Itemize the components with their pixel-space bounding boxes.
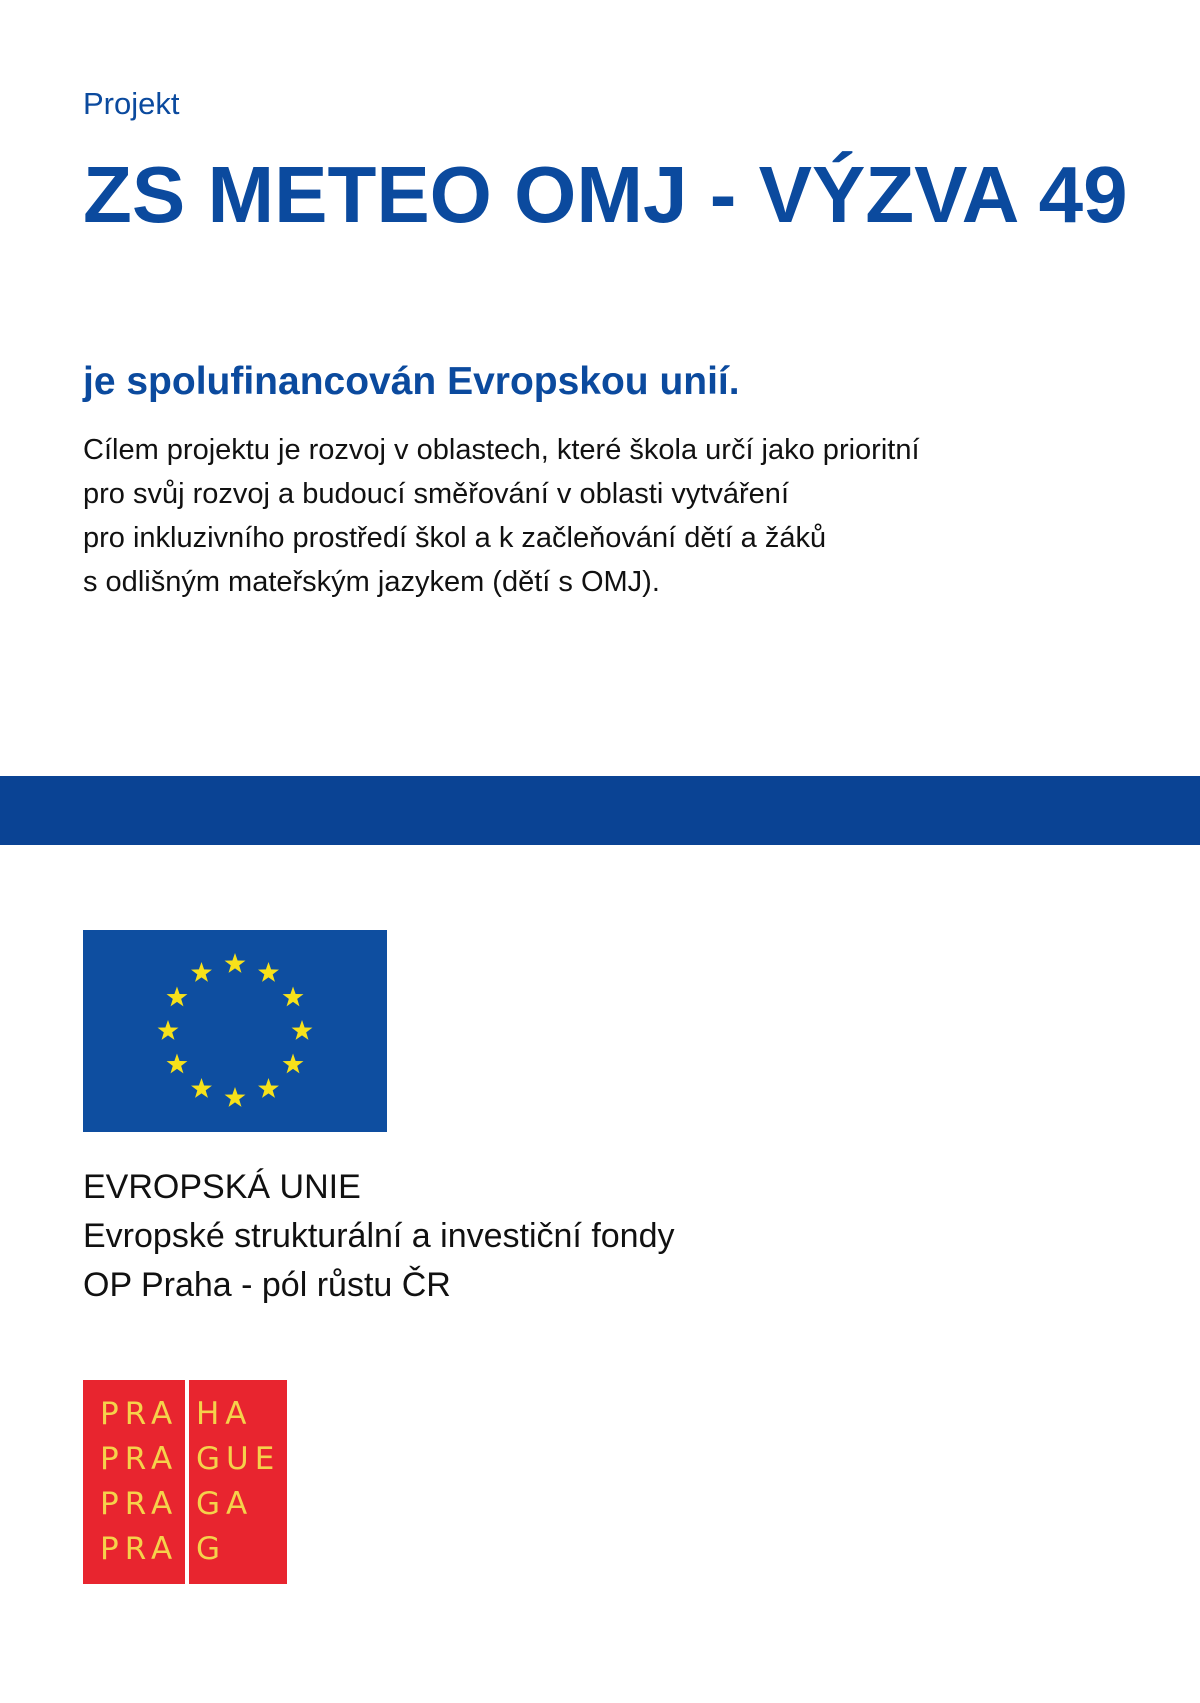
- logo-text-left: PRA: [100, 1531, 179, 1567]
- eu-funding-text: [83, 1163, 675, 1310]
- description-line: pro inkluzivního prostředí škol a k začleňování dětí a žáků: [83, 522, 827, 554]
- logo-text-right: HA: [196, 1396, 253, 1432]
- logo-text-right: GA: [196, 1486, 254, 1522]
- star-icon: [158, 1020, 179, 1040]
- logo-text-right: GUE: [196, 1441, 281, 1477]
- star-icon: [258, 1078, 279, 1098]
- eu-union-name: EVROPSKÁ UNIE: [83, 1168, 361, 1206]
- star-icon: [225, 953, 246, 973]
- star-icon: [283, 987, 304, 1007]
- star-icon: [283, 1054, 304, 1074]
- eu-flag-icon: [83, 930, 387, 1132]
- logo-text-left: PRA: [100, 1441, 179, 1477]
- star-icon: [191, 962, 212, 982]
- star-icon: [292, 1020, 313, 1040]
- page-subtitle: je spolufinancován Evropskou unií.: [83, 360, 740, 403]
- logo-row: [83, 1531, 287, 1575]
- eu-stars: [83, 930, 387, 1132]
- blue-band: [0, 776, 1200, 845]
- description-line: s odlišným mateřským jazykem (dětí s OMJ).: [83, 566, 660, 598]
- description-line: pro svůj rozvoj a budoucí směřování v oblasti vytváření: [83, 478, 789, 510]
- star-icon: [167, 987, 188, 1007]
- praha-logo: [83, 1380, 287, 1584]
- logo-row: [83, 1396, 287, 1440]
- op-praha-name: OP Praha - pól růstu ČR: [83, 1266, 451, 1304]
- page-title: ZS METEO OMJ - VÝZVA 49: [83, 150, 1128, 239]
- logo-row: [83, 1441, 287, 1485]
- star-icon: [258, 962, 279, 982]
- star-icon: [167, 1054, 188, 1074]
- star-icon: [191, 1078, 212, 1098]
- description-line: Cílem projektu je rozvoj v oblastech, které škola určí jako prioritní: [83, 434, 920, 466]
- eu-funds-name: Evropské strukturální a investiční fondy: [83, 1217, 675, 1255]
- logo-text-left: PRA: [100, 1396, 179, 1432]
- project-label: Projekt: [83, 86, 180, 121]
- star-icon: [225, 1087, 246, 1107]
- logo-text-left: PRA: [100, 1486, 179, 1522]
- logo-text-right: G: [196, 1531, 227, 1567]
- project-description: [83, 428, 1143, 604]
- logo-row: [83, 1486, 287, 1530]
